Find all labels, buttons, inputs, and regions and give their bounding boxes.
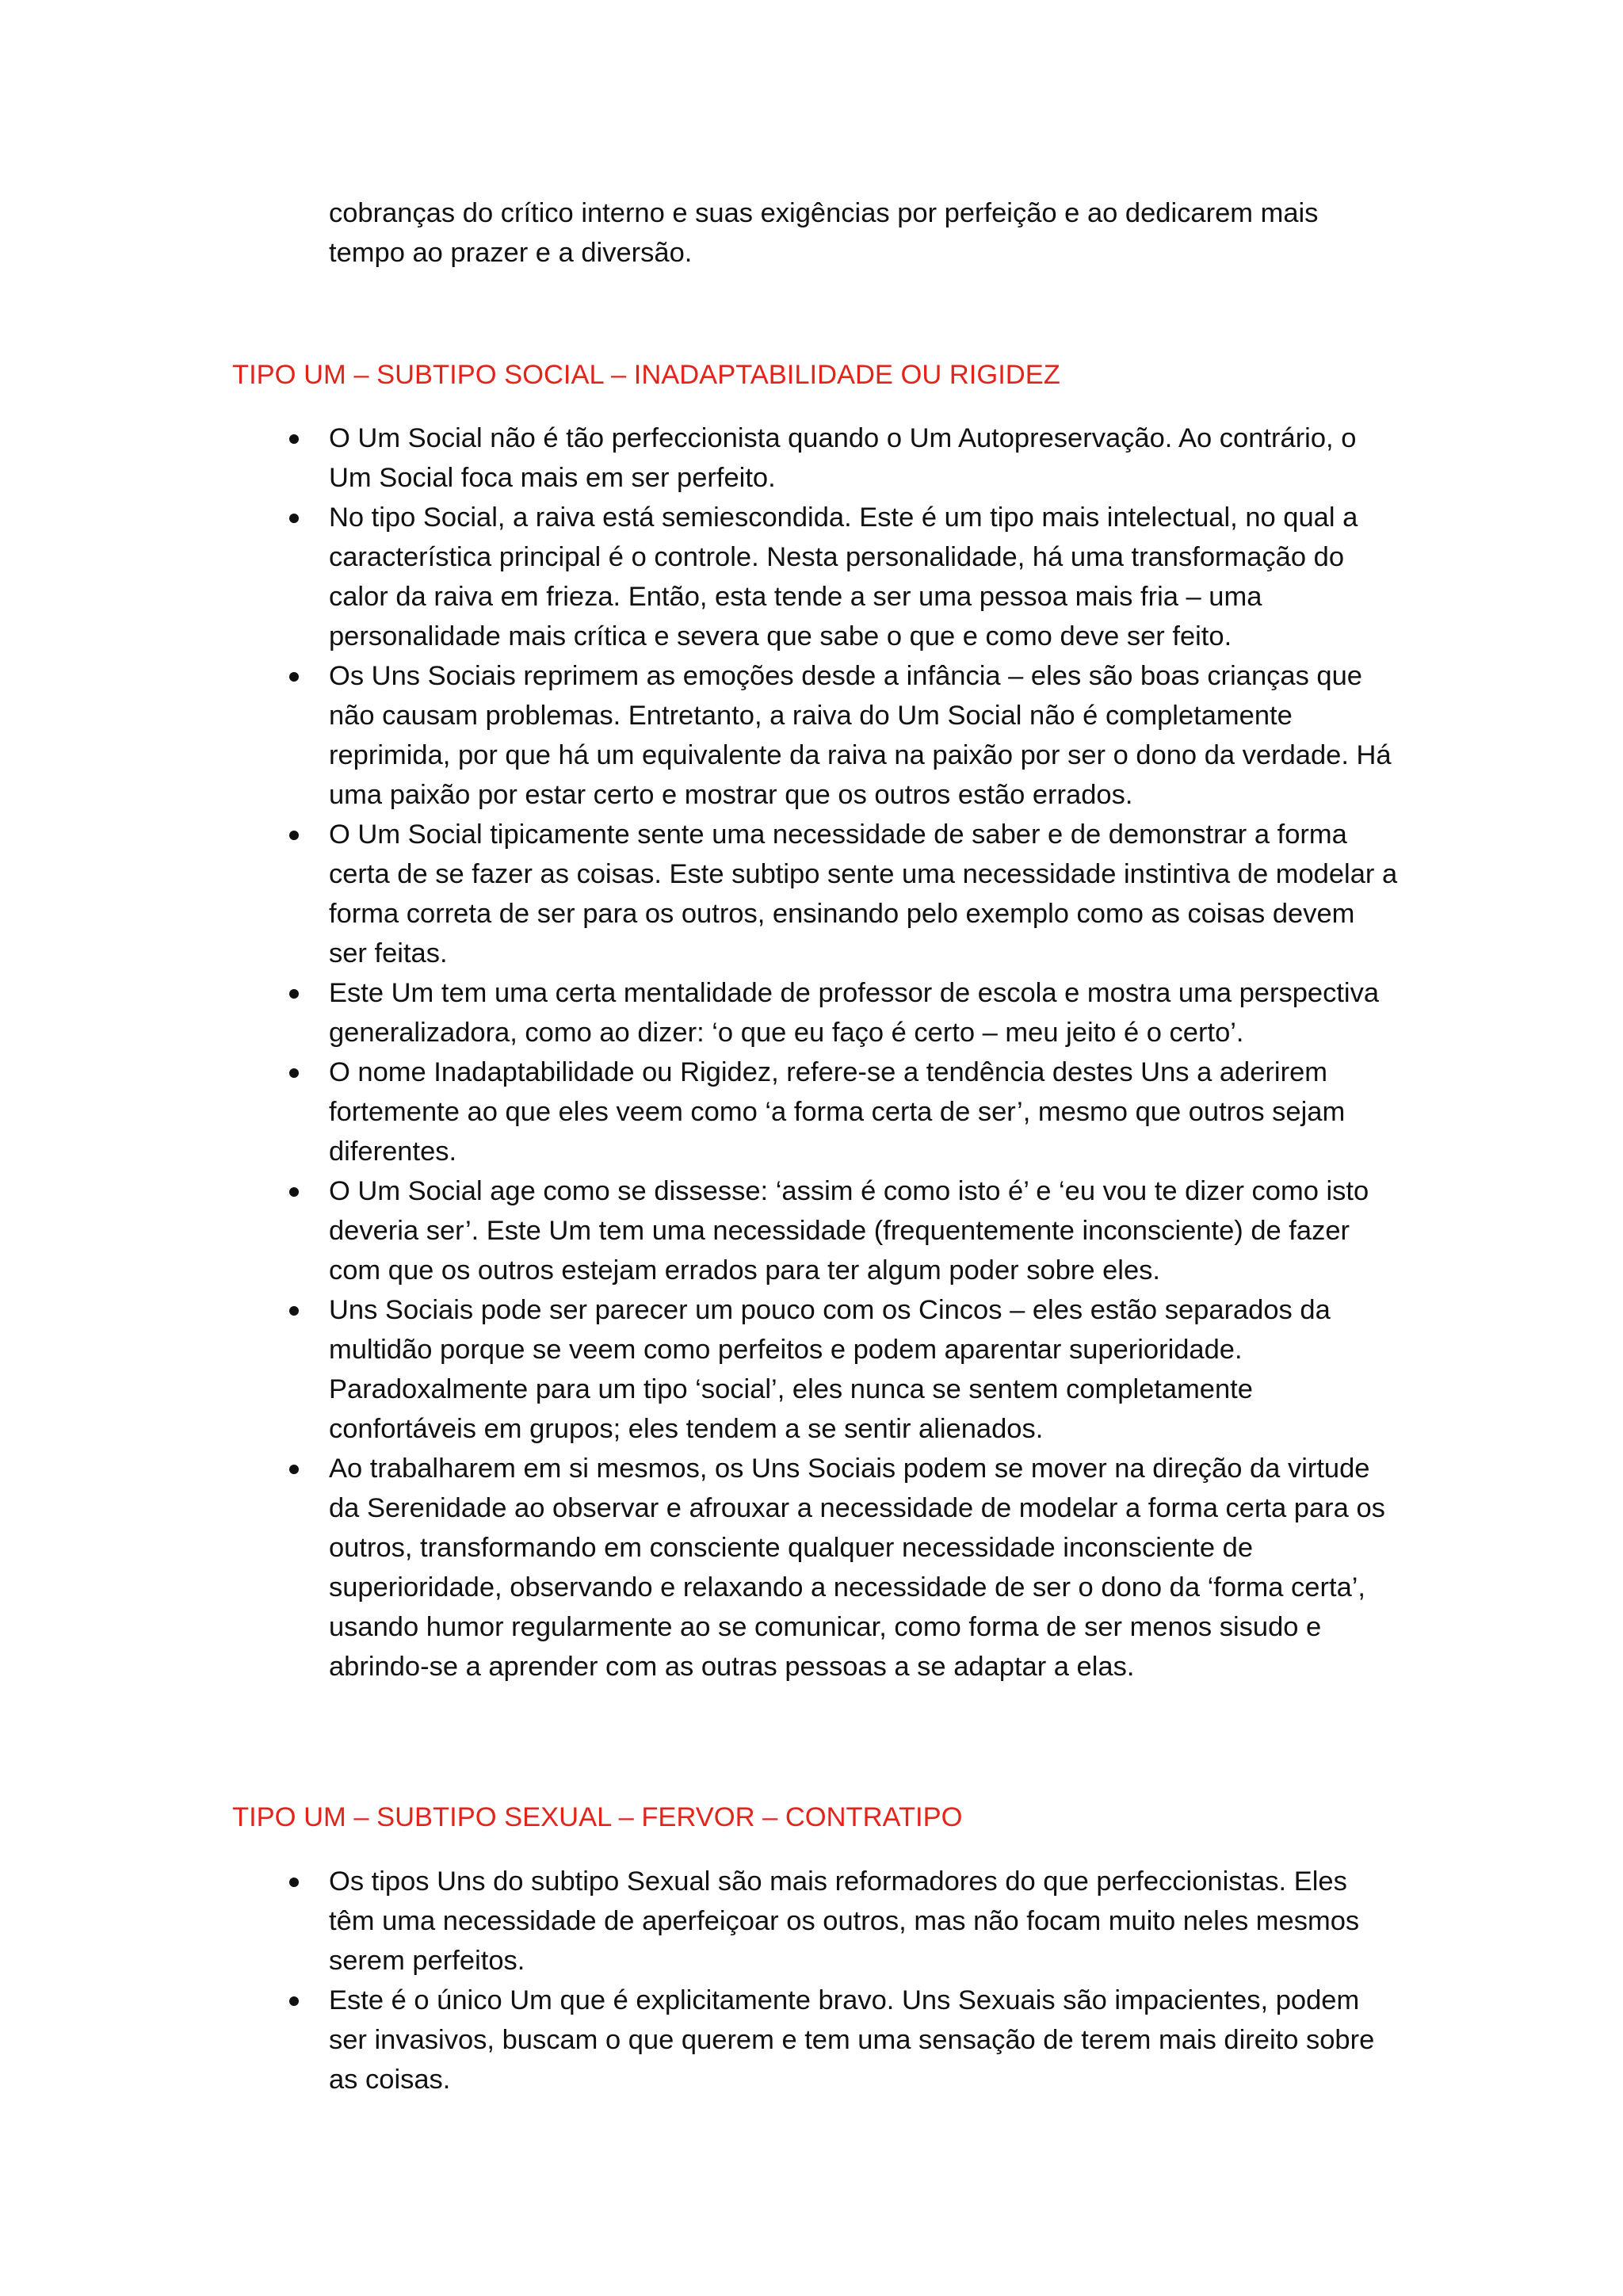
list-item-text: O Um Social não é tão perfeccionista quando o Um Autopreservação. Ao contrário, o Um Social foca mais em ser perfeito. — [329, 423, 1357, 493]
section-heading-social: TIPO UM – SUBTIPO SOCIAL – INADAPTABILIDADE OU RIGIDEZ — [232, 360, 1060, 390]
list-item-text: Este é o único Um que é explicitamente bravo. Uns Sexuais são impacientes, podem ser invasivos, buscam o que querem e tem uma sensação de terem mais direito sobre as coisas. — [329, 1985, 1375, 2095]
list-item — [0, 498, 1399, 656]
bullet-icon — [289, 514, 299, 523]
list-item — [0, 418, 1399, 498]
list-item-text: No tipo Social, a raiva está semiescondida. Este é um tipo mais intelectual, no qual a característica principal é o controle. Nesta personalidade, há uma transformação do calor da raiva em frieza. Então, esta tende a ser uma pessoa mais fria – uma personalidade mais crítica e severa que sabe o que e como deve ser feito. — [329, 502, 1358, 651]
bullet-icon — [289, 1306, 299, 1316]
bullet-list-sexual — [0, 1862, 1623, 2099]
list-item — [0, 1981, 1399, 2099]
bullet-icon — [289, 989, 299, 999]
list-item — [0, 1052, 1399, 1171]
section-heading-sexual: TIPO UM – SUBTIPO SEXUAL – FERVOR – CONTRATIPO — [232, 1802, 963, 1832]
list-item — [0, 1171, 1399, 1290]
list-item-text: O Um Social tipicamente sente uma necessidade de saber e de demonstrar a forma certa de se fazer as coisas. Este subtipo sente uma necessidade instintiva de modelar a forma correta de ser para os outros, ensinando pelo exemplo como as coisas devem ser feitas. — [329, 819, 1398, 968]
list-item-text: Este Um tem uma certa mentalidade de professor de escola e mostra uma perspectiva generalizadora, como ao dizer: ‘o que eu faço é certo – meu jeito é o certo’. — [329, 978, 1380, 1048]
bullet-icon — [289, 434, 299, 444]
bullet-icon — [289, 1465, 299, 1474]
list-item — [0, 1290, 1399, 1449]
bullet-icon — [289, 672, 299, 682]
bullet-icon — [289, 831, 299, 840]
list-item — [0, 1862, 1399, 1981]
list-item-text: Uns Sociais pode ser parecer um pouco com os Cincos – eles estão separados da multidão porque se veem como perfeitos e podem aparentar superioridade. Paradoxalmente para um tipo ‘social’, eles nunca se sentem completamente confortáveis em grupos; eles tendem a se sentir alienados. — [329, 1295, 1331, 1444]
list-item-text: O Um Social age como se dissesse: ‘assim é como isto é’ e ‘eu vou te dizer como isto deveria ser’. Este Um tem uma necessidade (frequentemente inconsciente) de fazer com que os outros estejam errados para ter algum poder sobre eles. — [329, 1176, 1369, 1286]
list-item — [0, 656, 1399, 815]
list-item — [0, 1449, 1399, 1687]
bullet-list-social — [0, 418, 1623, 1687]
list-item-text: Os tipos Uns do subtipo Sexual são mais reformadores do que perfeccionistas. Eles têm uma necessidade de aperfeiçoar os outros, mas não focam muito neles mesmos serem perfeitos. — [329, 1866, 1360, 1976]
intro-paragraph: cobranças do crítico interno e suas exigências por perfeição e ao dedicarem mais tempo ao prazer e a diversão. — [329, 198, 1319, 268]
list-item-text: Ao trabalharem em si mesmos, os Uns Sociais podem se mover na direção da virtude da Serenidade ao observar e afrouxar a necessidade de modelar a forma certa para os outros, transformando em consciente qualquer necessidade inconsciente de superioridade, observando e relaxando a necessidade de ser o dono da ‘forma certa’, usando humor regularmente ao se comunicar, como forma de ser menos sisudo e abrindo-se a aprender com as outras pessoas a se adaptar a elas. — [329, 1454, 1385, 1682]
list-item-text: O nome Inadaptabilidade ou Rigidez, refere-se a tendência destes Uns a aderirem fortemente ao que eles veem como ‘a forma certa de ser’, mesmo que outros sejam diferentes. — [329, 1057, 1346, 1167]
list-item — [0, 973, 1399, 1052]
bullet-icon — [289, 1187, 299, 1197]
list-item — [0, 815, 1399, 973]
bullet-icon — [289, 1996, 299, 2006]
list-item-text: Os Uns Sociais reprimem as emoções desde a infância – eles são boas crianças que não causam problemas. Entretanto, a raiva do Um Social não é completamente reprimida, por que há um equivalente da raiva na paixão por ser o dono da verdade. Há uma paixão por estar certo e mostrar que os outros estão errados. — [329, 661, 1392, 810]
bullet-icon — [289, 1878, 299, 1887]
bullet-icon — [289, 1068, 299, 1078]
